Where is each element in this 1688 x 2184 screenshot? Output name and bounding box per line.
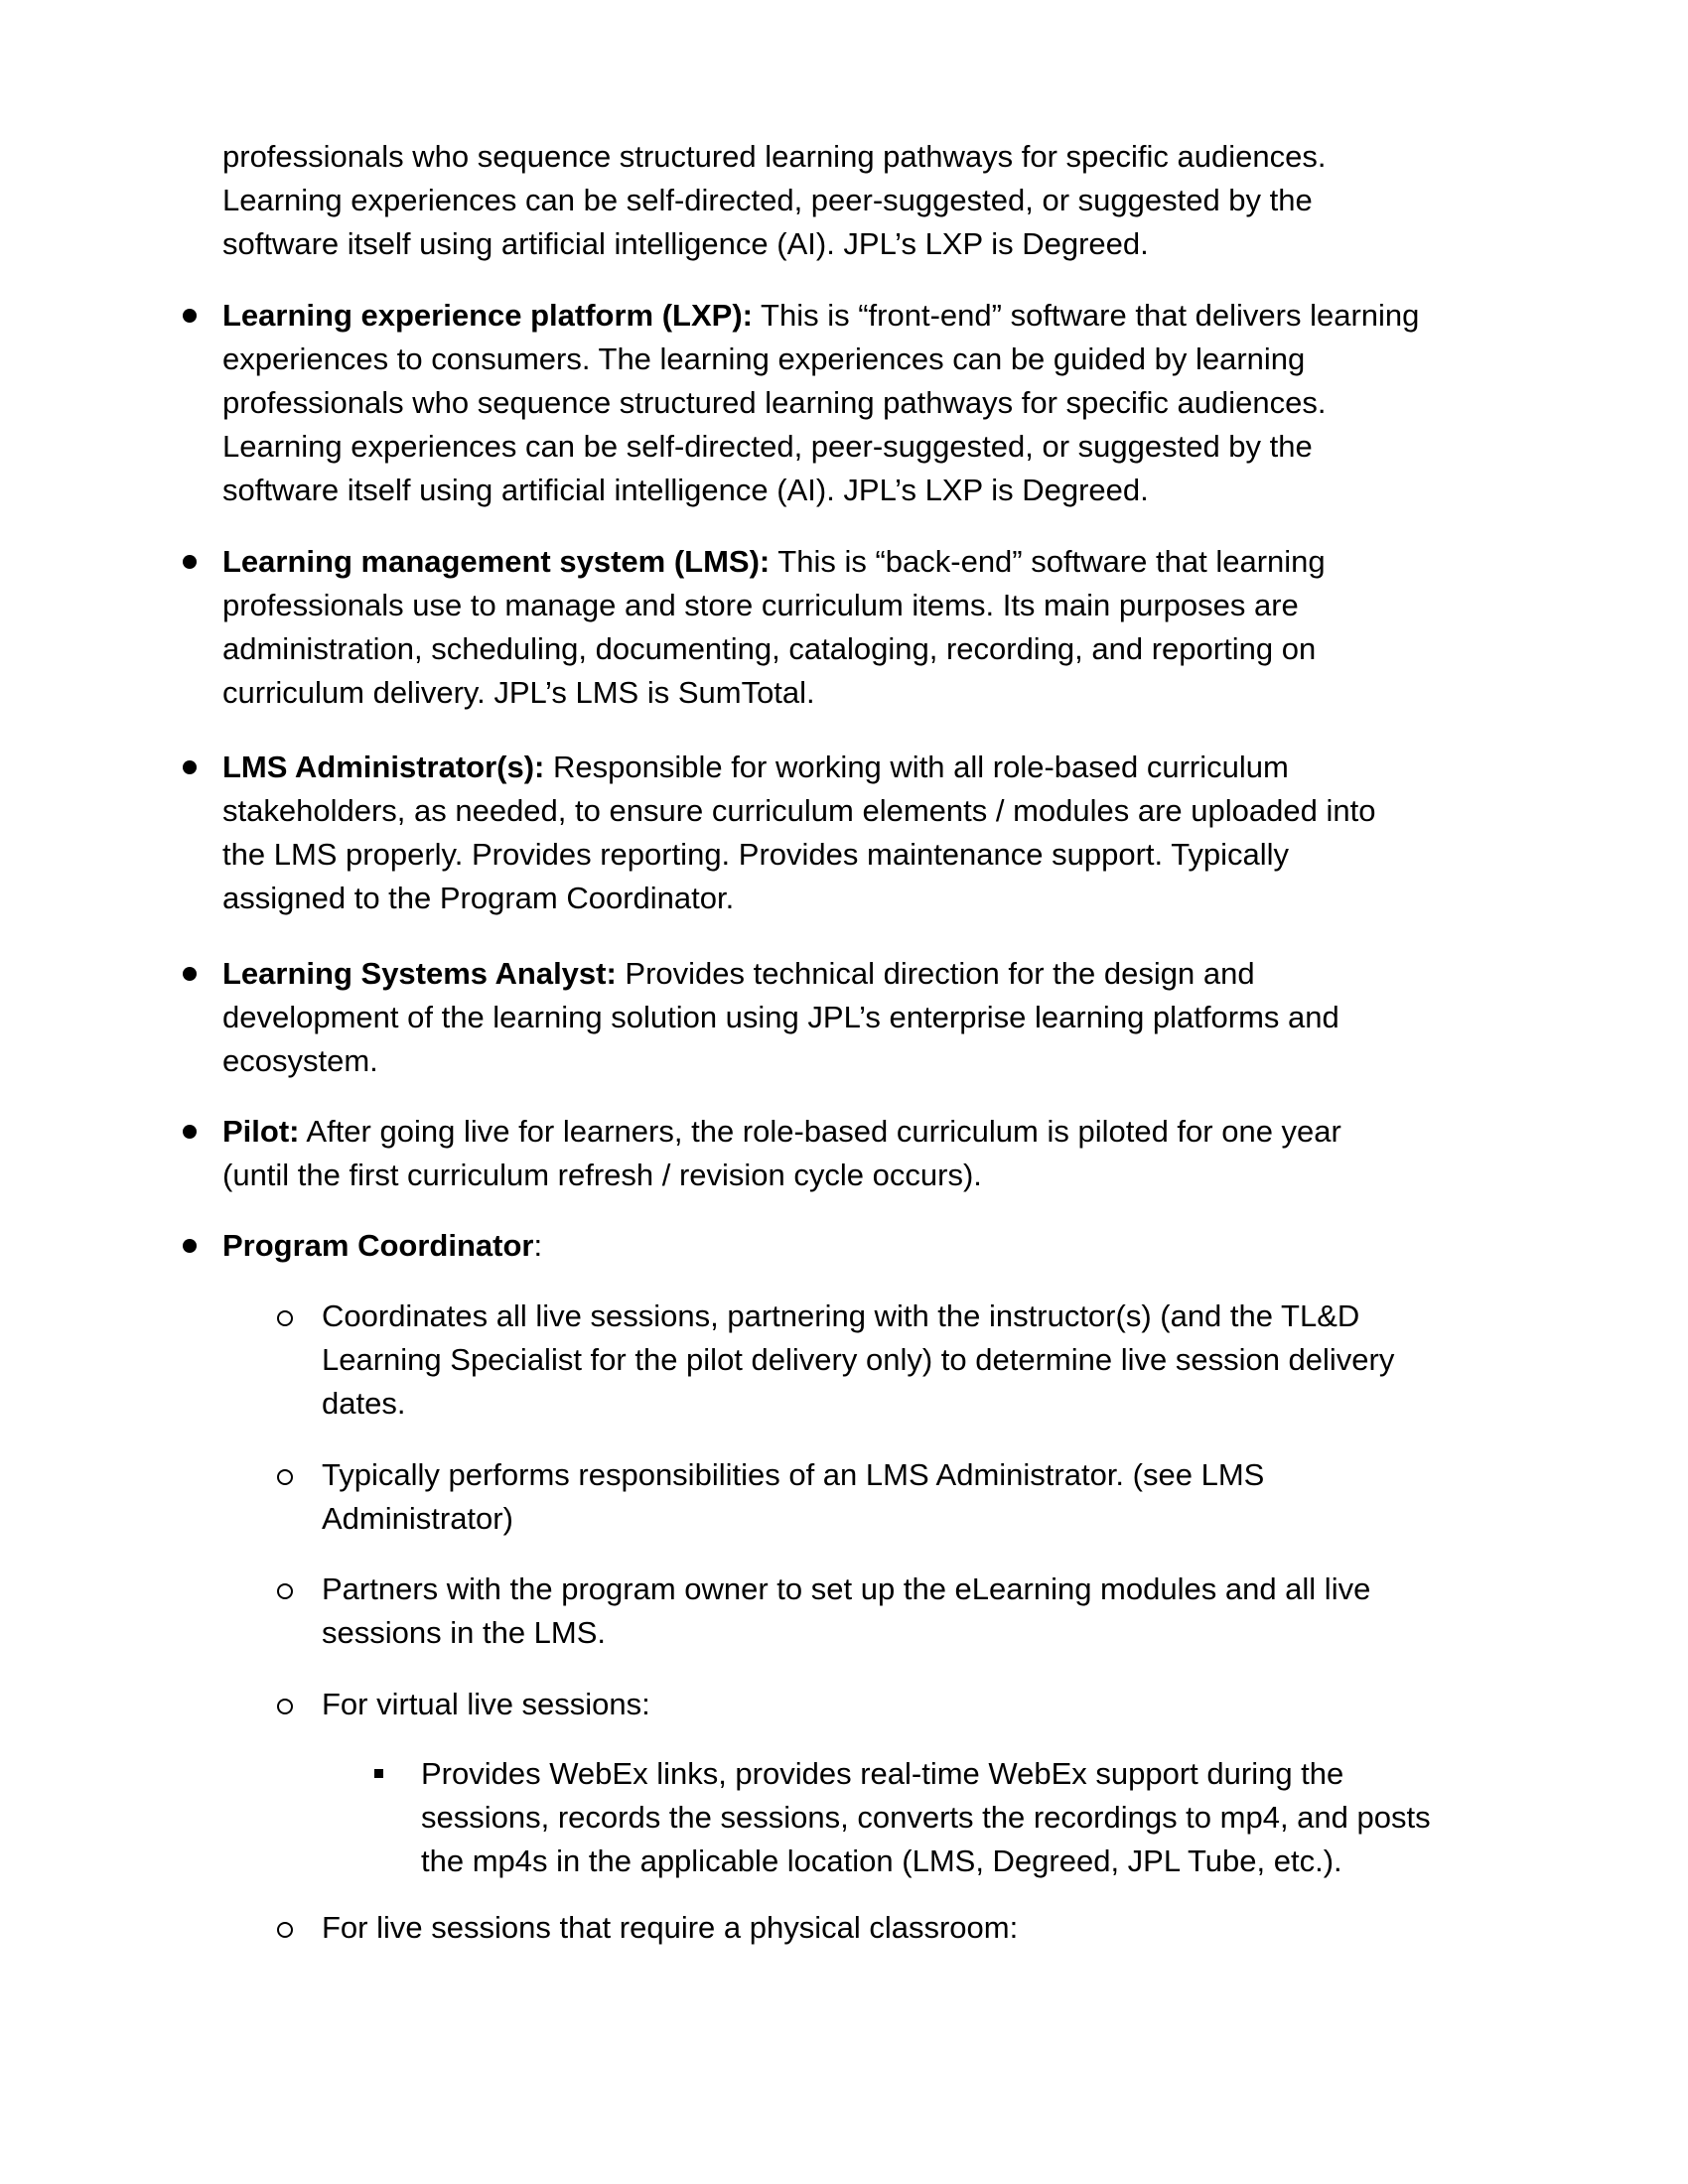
definition-line: ecosystem. xyxy=(222,1043,378,1078)
hollow-bullet-icon xyxy=(277,1922,293,1938)
sub-item-line: For live sessions that require a physical classroom: xyxy=(322,1910,1019,1945)
sub-item xyxy=(322,1906,1018,1950)
definition-line: professionals use to manage and store curriculum items. Its main purposes are xyxy=(222,588,1299,622)
hollow-bullet-icon xyxy=(277,1469,293,1485)
definition-line: stakeholders, as needed, to ensure curriculum elements / modules are uploaded into xyxy=(222,793,1376,828)
definition-line: the LMS properly. Provides reporting. Provides maintenance support. Typically xyxy=(222,837,1290,872)
bullet-icon xyxy=(183,309,197,323)
definition-line: (until the first curriculum refresh / revision cycle occurs). xyxy=(222,1158,982,1192)
sub-item xyxy=(322,1453,1264,1541)
sub-item xyxy=(322,1568,1370,1655)
sub-item xyxy=(322,1683,650,1726)
sub-sub-item xyxy=(421,1752,1431,1883)
sub-item-line: Typically performs responsibilities of an LMS Administrator. (see LMS xyxy=(322,1457,1265,1492)
sub-item-line: For virtual live sessions: xyxy=(322,1687,650,1721)
hollow-bullet-icon xyxy=(277,1699,293,1714)
intro-line: software itself using artificial intelligence (AI). JPL’s LXP is Degreed. xyxy=(222,226,1149,261)
definition-text: Provides technical direction for the design and xyxy=(616,956,1255,991)
bullet-icon xyxy=(183,760,197,774)
definition-item-lms xyxy=(222,540,1326,715)
definition-text: : xyxy=(533,1228,543,1263)
sub-item-line: Administrator) xyxy=(322,1501,513,1536)
sub-sub-item-line: the mp4s in the applicable location (LMS, Degreed, JPL Tube, etc.). xyxy=(421,1843,1342,1878)
definition-item-program-coordinator xyxy=(222,1224,542,1268)
sub-item-line: sessions in the LMS. xyxy=(322,1615,607,1650)
definition-line: experiences to consumers. The learning experiences can be guided by learning xyxy=(222,341,1306,376)
definition-line: curriculum delivery. JPL’s LMS is SumTotal. xyxy=(222,675,815,710)
sub-item-line: Learning Specialist for the pilot delivery only) to determine live session delivery xyxy=(322,1342,1395,1377)
definition-text: Responsible for working with all role-based curriculum xyxy=(544,750,1289,784)
definition-text: This is “back-end” software that learning xyxy=(770,544,1326,579)
sub-sub-item-line: Provides WebEx links, provides real-time WebEx support during the xyxy=(421,1756,1344,1791)
term-label: Learning Systems Analyst: xyxy=(222,956,617,991)
bullet-icon xyxy=(183,1125,197,1139)
definition-item-pilot xyxy=(222,1110,1341,1197)
bullet-icon xyxy=(183,967,197,981)
definition-text: After going live for learners, the role-based curriculum is piloted for one year xyxy=(299,1114,1341,1149)
hollow-bullet-icon xyxy=(277,1310,293,1326)
definition-line: administration, scheduling, documenting, cataloging, recording, and reporting on xyxy=(222,631,1317,666)
term-label: Program Coordinator xyxy=(222,1228,534,1263)
sub-item-line: Coordinates all live sessions, partnering with the instructor(s) (and the TL&D xyxy=(322,1298,1360,1333)
intro-paragraph xyxy=(222,135,1326,266)
intro-line: Learning experiences can be self-directed, peer-suggested, or suggested by the xyxy=(222,183,1313,217)
hollow-bullet-icon xyxy=(277,1583,293,1599)
sub-item-line: Partners with the program owner to set up the eLearning modules and all live xyxy=(322,1571,1371,1606)
square-bullet-icon xyxy=(374,1769,383,1778)
sub-item xyxy=(322,1295,1394,1426)
term-label: Learning management system (LMS): xyxy=(222,544,771,579)
definition-item-lxp xyxy=(222,294,1419,512)
definition-line: Learning experiences can be self-directed, peer-suggested, or suggested by the xyxy=(222,429,1313,464)
definition-line: professionals who sequence structured learning pathways for specific audiences. xyxy=(222,385,1327,420)
definition-item-lms-administrator xyxy=(222,746,1375,920)
term-label: Pilot: xyxy=(222,1114,300,1149)
bullet-icon xyxy=(183,1239,197,1253)
definition-text: This is “front-end” software that delivers learning xyxy=(753,298,1420,333)
bullet-icon xyxy=(183,555,197,569)
term-label: LMS Administrator(s): xyxy=(222,750,545,784)
intro-line: professionals who sequence structured learning pathways for specific audiences. xyxy=(222,139,1327,174)
definition-line: software itself using artificial intelligence (AI). JPL’s LXP is Degreed. xyxy=(222,473,1149,507)
definition-line: development of the learning solution using JPL’s enterprise learning platforms and xyxy=(222,1000,1339,1034)
definition-item-learning-systems-analyst xyxy=(222,952,1339,1083)
definition-line: assigned to the Program Coordinator. xyxy=(222,881,735,915)
sub-item-line: dates. xyxy=(322,1386,406,1421)
sub-sub-item-line: sessions, records the sessions, converts the recordings to mp4, and posts xyxy=(421,1800,1431,1835)
term-label: Learning experience platform (LXP): xyxy=(222,298,753,333)
